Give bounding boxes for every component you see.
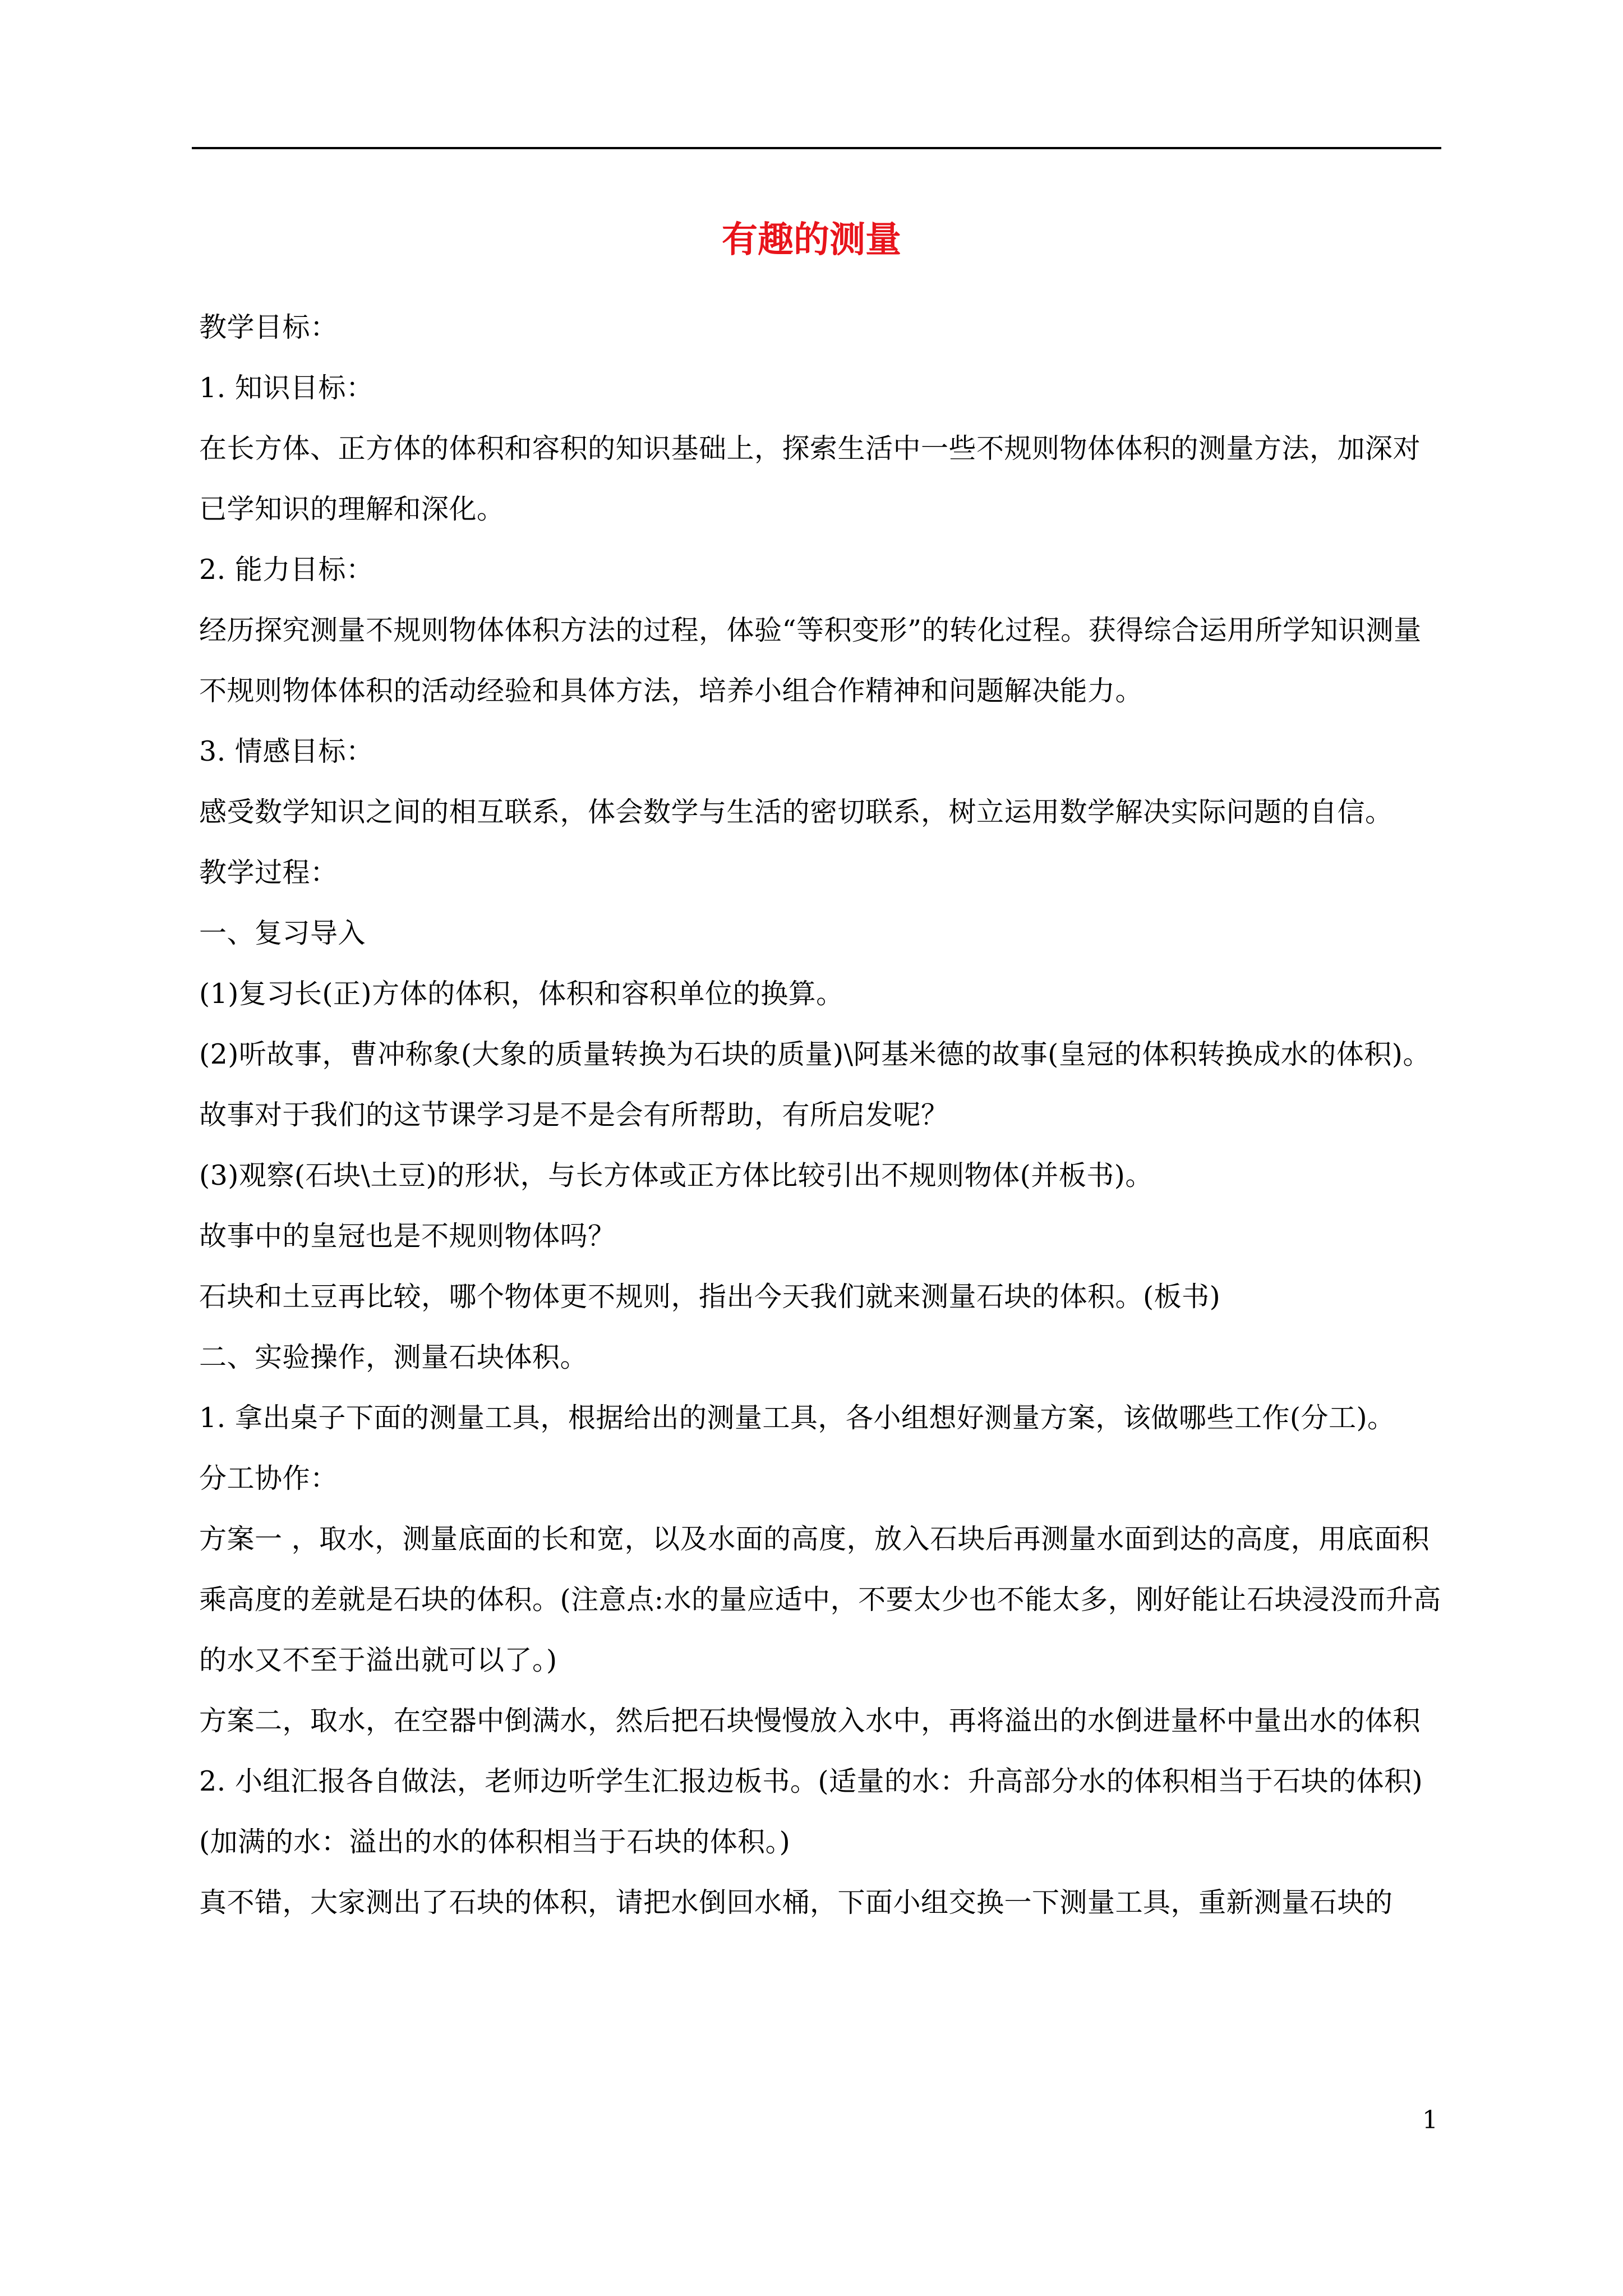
paragraph: 方案一 ，取水，测量底面的长和宽，以及水面的高度，放入石块后再测量水面到达的高度，用底面积乘高度的差就是石块的体积。(注意点:水的量应适中，不要太少也不能太多，刚好能让石块浸没而升高的水又不至于溢出就可以了。) xyxy=(199,1523,1441,1676)
paragraph: 方案二，取水，在空器中倒满水，然后把石块慢慢放入水中，再将溢出的水倒进量杯中量出水的体积 xyxy=(199,1705,1421,1737)
paragraph: 石块和土豆再比较，哪个物体更不规则，指出今天我们就来测量石块的体积。(板书) xyxy=(199,1281,1221,1313)
paragraph: (1)复习长(正)方体的体积，体积和容积单位的换算。 xyxy=(199,978,844,1010)
header-rule xyxy=(192,147,1441,149)
paragraph: 教学目标： xyxy=(199,311,338,343)
paragraph: 一、复习导入 xyxy=(199,917,366,949)
paragraph: (2)听故事，曹冲称象(大象的质量转换为石块的质量)\阿基米德的故事(皇冠的体积转换成水的体积)。故事对于我们的这节课学习是不是会有所帮助，有所启发呢？ xyxy=(199,1038,1431,1131)
document-title: 有趣的测量 xyxy=(722,219,901,261)
paragraph: 分工协作： xyxy=(199,1462,338,1494)
paragraph: 2. 小组汇报各自做法，老师边听学生汇报边板书。(适量的水：升高部分水的体积相当于石块的体积)(加满的水：溢出的水的体积相当于石块的体积。) xyxy=(199,1765,1423,1858)
paragraph: 经历探究测量不规则物体体积方法的过程，体验“等积变形”的转化过程。获得综合运用所学知识测量不规则物体体积的活动经验和具体方法，培养小组合作精神和问题解决能力。 xyxy=(199,614,1422,707)
paragraph: 教学过程： xyxy=(199,857,338,889)
page-number: 1 xyxy=(1422,2106,1438,2134)
paragraph: 感受数学知识之间的相互联系，体会数学与生活的密切联系，树立运用数学解决实际问题的自信。 xyxy=(199,796,1393,828)
paragraph: 在长方体、正方体的体积和容积的知识基础上，探索生活中一些不规则物体体积的测量方法，加深对已学知识的理解和深化。 xyxy=(199,432,1421,525)
paragraph: 3. 情感目标： xyxy=(199,735,374,767)
paragraph: 故事中的皇冠也是不规则物体吗？ xyxy=(199,1220,616,1252)
paragraph: 真不错，大家测出了石块的体积，请把水倒回水桶，下面小组交换一下测量工具，重新测量石块的 xyxy=(199,1887,1393,1918)
paragraph: 二、实验操作，测量石块体积。 xyxy=(199,1341,588,1373)
paragraph: 1. 知识目标： xyxy=(199,372,374,404)
paragraph: 1. 拿出桌子下面的测量工具，根据给出的测量工具，各小组想好测量方案，该做哪些工作(分工)。 xyxy=(199,1402,1395,1434)
paragraph: 2. 能力目标： xyxy=(199,554,374,586)
document-body xyxy=(199,297,1444,1933)
paragraph: (3)观察(石块\土豆)的形状，与长方体或正方体比较引出不规则物体(并板书)。 xyxy=(199,1159,1153,1191)
